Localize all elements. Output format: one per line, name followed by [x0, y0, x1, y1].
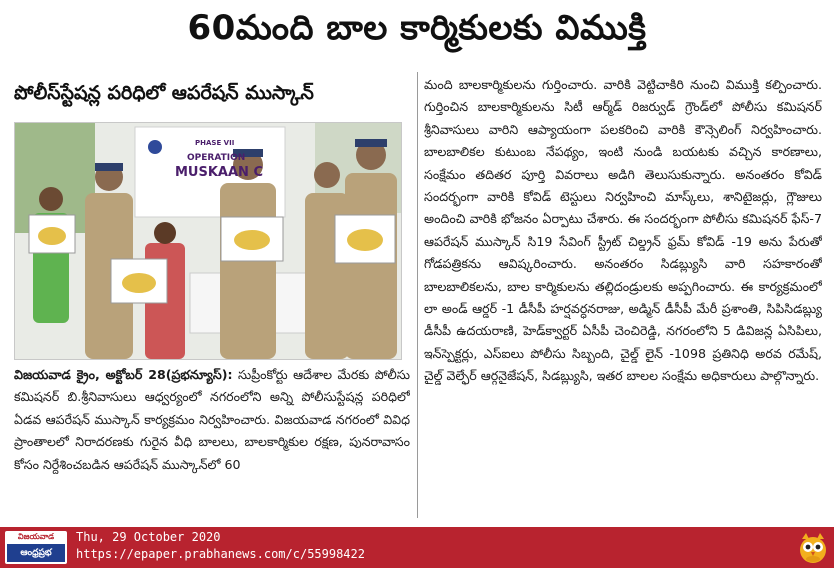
article-body-right: మంది బాలకార్మికులను గుర్తించారు. వారికి వెట్టిచాకిరి నుంచి విముక్తి కల్పించారు. గుర్తించిన బాలకార్మికులను సిటీ ఆర్మ్‌డ్ రిజర్వుడ్ గ్రౌండ్‌లో పోలీసు కమిషనర్ శ్రీనివాసులు వారిని ఆప్యాయంగా పలకరించి వారికి కౌన్సెలింగ్ నిర్వహించారు. బాలబాలికల కుటుంబ నేపథ్యం, ఇంటి నుండి బయటకు వచ్చిన కారణాలు, సంక్షేమం తదితర పూర్తి వివరాలు అడిగి తెలుసుకున్నారు. అనంతరం కోవిడ్ సందర్భంగా వారికి కోవిడ్ టెస్టులు నిర్వహించి మాస్క్‌లు, శానిటైజర్లు, గ్లౌజులు అందించి వారికి భోజనం ఏర్పాటు చేశారు. ఈ సందర్భంగా పోలీసు కమిషనర్ ఫేస్-7 ఆపరేషన్ ముస్కాన్ సి19 సేవింగ్ స్ట్రీట్ చిల్డ్రన్ ఫ్రమ్ కోవిడ్ -19 అను పేరుతో గోడపత్రికను ఆవిష్కరించారు. అనంతరం సిడబ్ల్యుసి వారి సహకారంతో బాలబాలికలను, బాల కార్మికులను తల్లిదండ్రులకు అప్పగించారు. ఈ కార్యక్రమంలో లా అండ్ ఆర్డర్ -1 డీసీపీ హర్షవర్ధనరాజు, అడ్మిన్ డీసీపీ మేరీ ప్రశాంతి, సిపిసిడబ్ల్యు డీసీపీ ఉదయరాణి, హెడ్‌క్వార్టర్ ఏసీపీ చెంచిరెడ్డి, నగరంలోని 5 డివిజన్ల ఏసిపిలు, ఇన్‌స్పెక్టర్లు, ఎస్ఐలు పోలీసు సిబ్బంది, చైల్డ్ లైన్ -1098 ప్రతినిధి అరవ రమేష్, చైల్డ్ వెల్ఫేర్ ఆర్గనైజేషన్, సిడబ్ల్యుసి, ఇతర బాలల సంక్షేమ అధికారులు పాల్గొన్నారు.: [424, 77, 822, 384]
newspaper-logo[interactable]: [5, 531, 67, 564]
article-body-left: [14, 364, 410, 520]
news-photo: [14, 122, 402, 360]
epaper-link[interactable]: https://epaper.prabhanews.com/c/55998422: [76, 547, 365, 561]
footer-bar: [0, 527, 834, 568]
logo-edition: విజయవాడ: [17, 532, 55, 541]
banner-line: MUSKAAN C: [175, 165, 263, 180]
publish-date: Thu, 29 October 2020: [76, 530, 221, 544]
column-divider: [417, 72, 418, 518]
logo-title: ఆంధ్రప్రభ: [7, 544, 65, 562]
subheadline: పోలీస్‌స్టేషన్ల పరిధిలో ఆపరేషన్ ముస్కాన్: [14, 82, 314, 104]
owl-icon[interactable]: [798, 531, 828, 564]
headline: 60మంది బాల కార్మికులకు విముక్తి: [187, 8, 647, 48]
dateline: విజయవాడ క్రైం, అక్టోబర్ 28(ప్రభన్యూస్):: [14, 367, 233, 382]
banner-line: PHASE VII: [195, 139, 235, 147]
banner-line: OPERATION: [187, 153, 246, 163]
body-text-left: సుప్రీంకోర్టు ఆదేశాల మేరకు పోలీసు కమిషనర్ బి.శ్రీనివాసులు ఆధ్వర్యంలో నగరంలోని అన్ని పోలీసుస్టేషన్ల పరిధిలో ఏడవ ఆపరేషన్ ముస్కాన్ కార్యక్రమం నిర్వహించారు. విజయవాడ నగరంలో వివిధ ప్రాంతాలలో నిరాదరణకు గురైన వీధి బాలలు, బాలకార్మికుల రక్షణ, పునరావాసం కోసం నిర్దేశించబడిన ఆపరేషన్ ముస్కాన్‌లో 60: [14, 367, 410, 472]
